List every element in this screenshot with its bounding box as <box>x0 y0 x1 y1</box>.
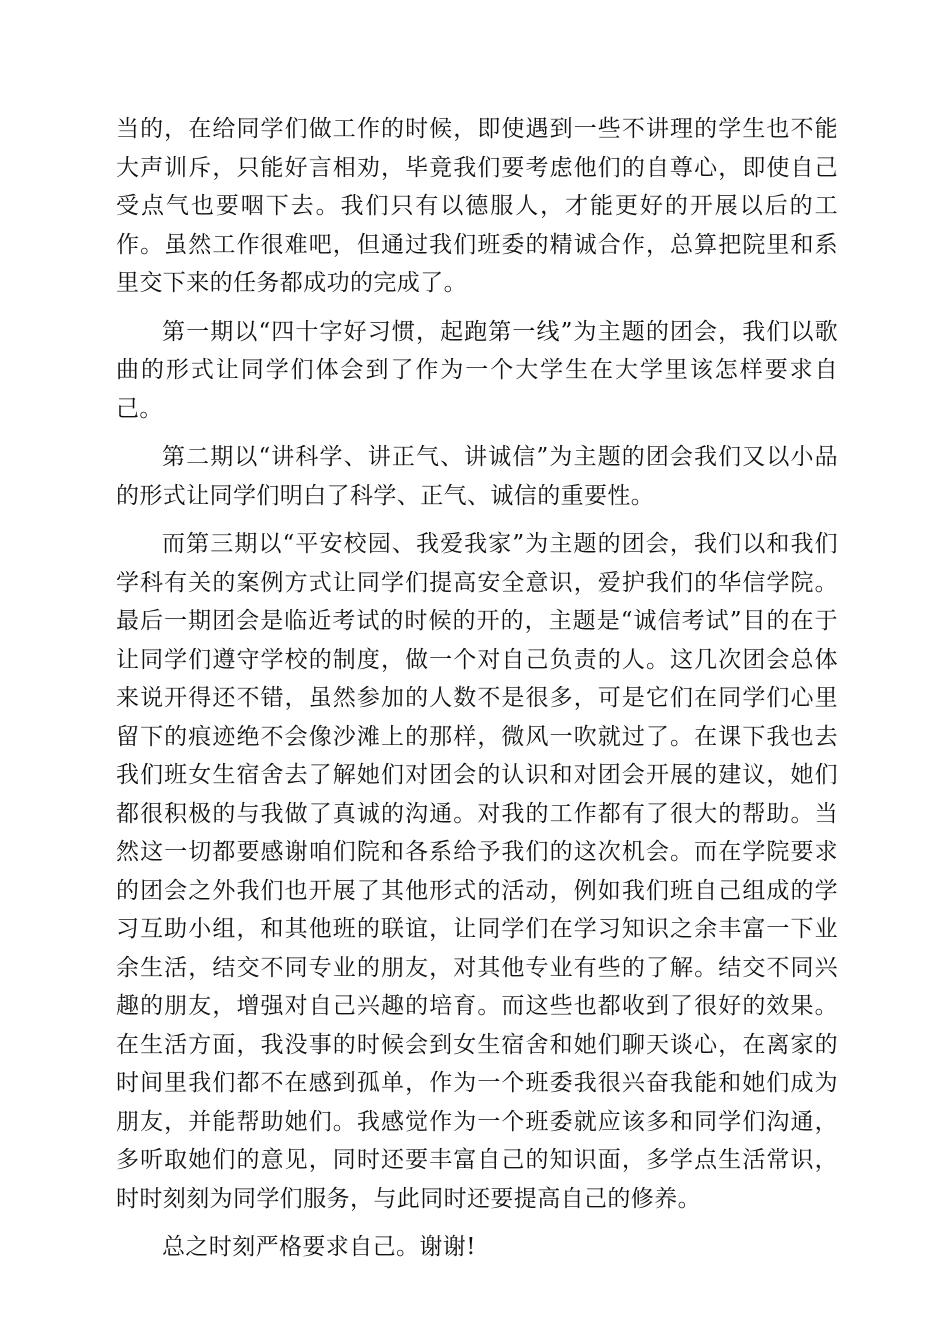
paragraph-second-session: 第二期以“讲科学、讲正气、讲诚信”为主题的团会我们又以小品的形式让同学们明白了科学、正气、诚信的重要性。 <box>116 444 838 509</box>
paragraph-first-session: 第一期以“四十字好习惯，起跑第一线”为主题的团会，我们以歌曲的形式让同学们体会到了作为一个大学生在大学里该怎样要求自己。 <box>116 318 838 422</box>
paragraph-third-session: 而第三期以“平安校园、我爱我家”为主题的团会，我们以和我们学科有关的案例方式让同学们提高安全意识，爱护我们的华信学院。最后一期团会是临近考试的时候的开的，主题是“诚信考试”目的在于让同学们遵守学校的制度，做一个对自己负责的人。这几次团会总体来说开得还不错，虽然参加的人数不是很多，可是它们在同学们心里留下的痕迹绝不会像沙滩上的那样，微风一吹就过了。在课下我也去我们班女生宿舍去了解她们对团会的认识和对团会开展的建议，她们都很积极的与我做了真诚的沟通。对我的工作都有了很大的帮助。当然这一切都要感谢咱们院和各系给予我们的这次机会。而在学院要求的团会之外我们也开展了其他形式的活动，例如我们班自己组成的学习互助小组，和其他班的联谊，让同学们在学习知识之余丰富一下业余生活，结交不同专业的朋友，对其他专业有些的了解。结交不同兴趣的朋友，增强对自己兴趣的培育。而这些也都收到了很好的效果。在生活方面，我没事的时候会到女生宿舍和她们聊天谈心，在离家的时间里我们都不在感到孤单，作为一个班委我很兴奋我能和她们成为朋友，并能帮助她们。我感觉作为一个班委就应该多和同学们沟通，多听取她们的意见，同时还要丰富自己的知识面，多学点生活常识，时时刻刻为同学们服务，与此同时还要提高自己的修养。 <box>116 531 838 1212</box>
document-page <box>116 110 838 1277</box>
paragraph-continuation: 当的，在给同学们做工作的时候，即使遇到一些不讲理的学生也不能大声训斥，只能好言相劝，毕竟我们要考虑他们的自尊心，即使自己受点气也要咽下去。我们只有以德服人，才能更好的开展以后的工作。虽然工作很难吧，但通过我们班委的精诚合作，总算把院里和系里交下来的任务都成功的完成了。 <box>116 116 838 296</box>
paragraph-closing: 总之时刻严格要求自己。谢谢! <box>162 1234 476 1260</box>
